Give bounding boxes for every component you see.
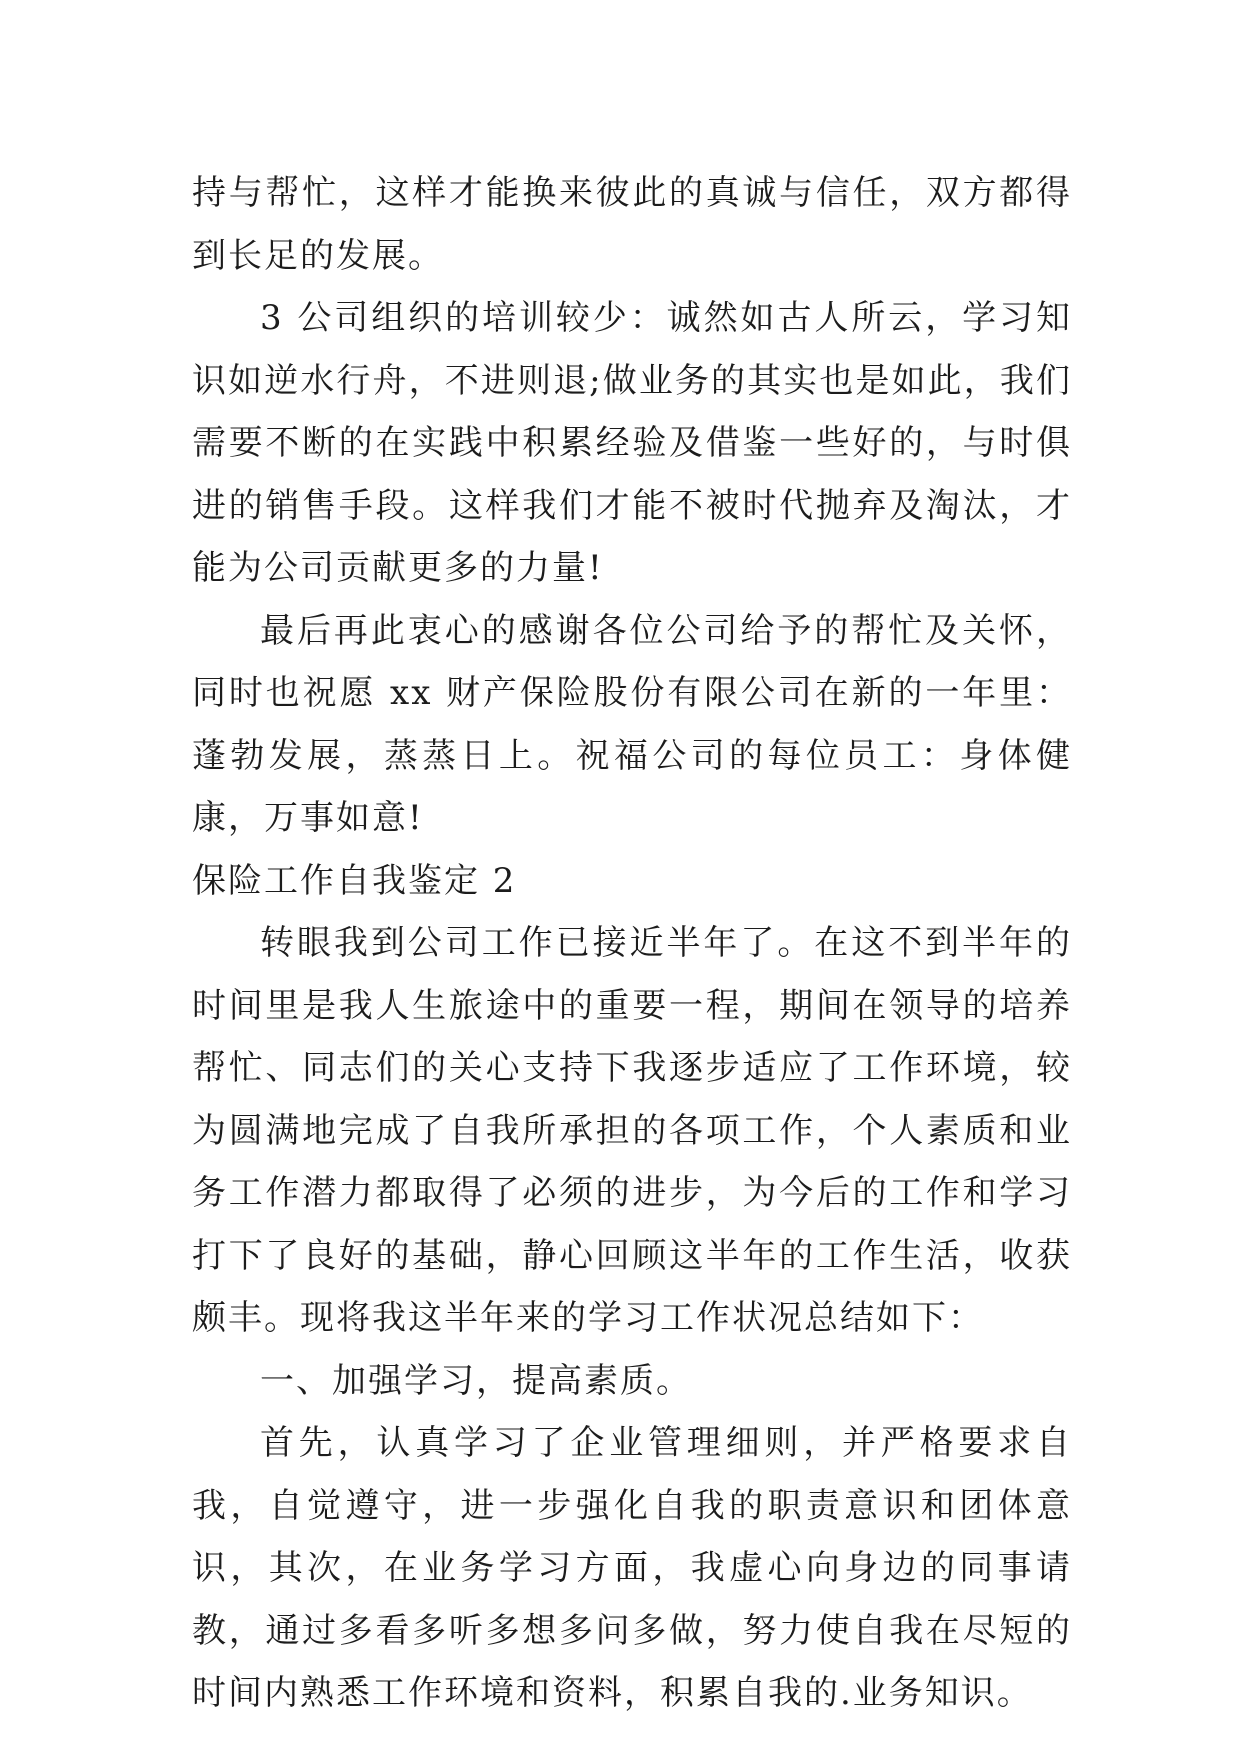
paragraph-thanks: 最后再此衷心的感谢各位公司给予的帮忙及关怀，同时也祝愿 xx 财产保险股份有限公司在新的一年里：蓬勃发展，蒸蒸日上。祝福公司的每位员工：身体健康，万事如意! xyxy=(192,610,1072,838)
paragraph-training: 3 公司组织的培训较少：诚然如古人所云，学习知识如逆水行舟，不进则退;做业务的其实也是如此，我们需要不断的在实践中积累经验及借鉴一些好的，与时俱进的销售手段。这样我们才能不被时代抛弃及淘汰，才能为公司贡献更多的力量! xyxy=(192,298,1072,588)
paragraph-subheading: 一、加强学习，提高素质。 xyxy=(260,1360,692,1401)
section-heading: 保险工作自我鉴定 2 xyxy=(192,860,517,901)
paragraph-study: 首先，认真学习了企业管理细则，并严格要求自我，自觉遵守，进一步强化自我的职责意识和团体意识，其次，在业务学习方面，我虚心向身边的同事请教，通过多看多听多想多问多做，努力使自我在尽短的时间内熟悉工作环境和资料，积累自我的.业务知识。 xyxy=(192,1423,1072,1713)
paragraph-continuation: 持与帮忙，这样才能换来彼此的真诚与信任，双方都得到长足的发展。 xyxy=(192,173,1072,276)
document-body xyxy=(192,162,1072,1725)
paragraph-intro: 转眼我到公司工作已接近半年了。在这不到半年的时间里是我人生旅途中的重要一程，期间在领导的培养帮忙、同志们的关心支持下我逐步适应了工作环境，较为圆满地完成了自我所承担的各项工作，个人素质和业务工作潜力都取得了必须的进步，为今后的工作和学习打下了良好的基础，静心回顾这半年的工作生活，收获颇丰。现将我这半年来的学习工作状况总结如下： xyxy=(192,923,1072,1338)
